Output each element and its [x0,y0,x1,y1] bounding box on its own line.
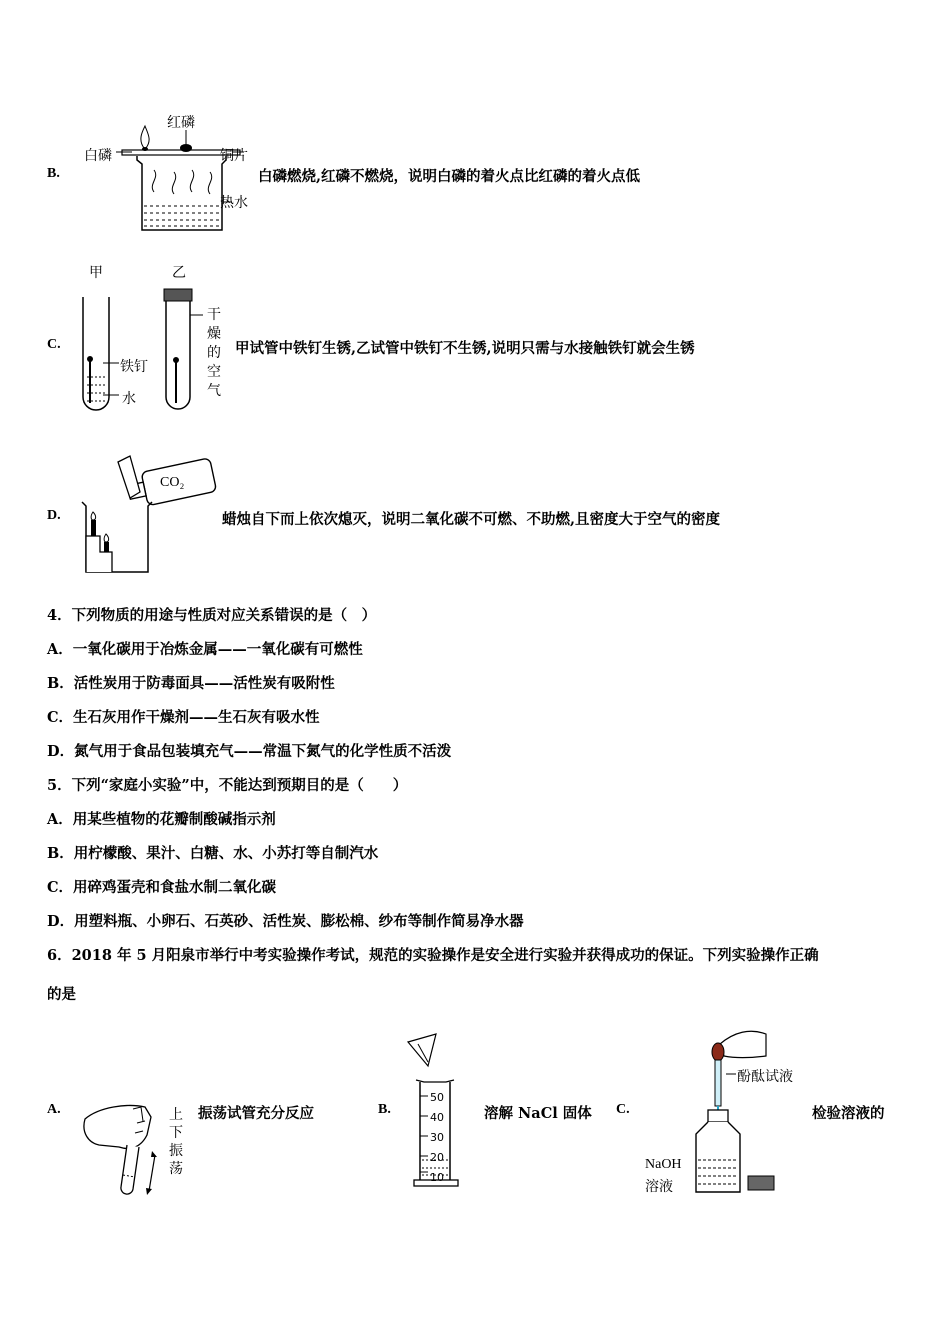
cylinder-tick: 30 [430,1131,444,1144]
white-phosphorus-label: 白磷 [84,148,112,164]
phenolphthalein-label: 酚酞试液 [737,1069,793,1085]
option-b-text: 白磷燃烧,红磷不燃烧，说明白磷的着火点比红磷的着火点低 [258,168,641,185]
co2-candle-diagram [78,448,223,580]
shake-up-down-label: 上下振荡 [169,1107,183,1177]
cylinder-tick: 40 [430,1111,444,1124]
copper-plate-label: 铜片 [220,148,248,164]
q5-option-d: D．用塑料瓶、小卵石、石英砂、活性炭、膨松棉、纱布等制作简易净水器 [47,913,524,930]
q6-option-a-letter: A. [47,1102,61,1117]
q6-stem-line2: 的是 [47,986,76,1003]
q5-stem: 5．下列“家庭小实验”中，不能达到预期目的是（ ） [47,777,408,794]
cylinder-tick: 50 [430,1091,444,1104]
cylinder-scale [430,1088,444,1188]
q5-option-a: A．用某些植物的花瓣制酸碱指示剂 [47,811,276,828]
q6-option-b-text: 溶解 NaCl 固体 [484,1105,592,1122]
q6-option-b-letter: B. [378,1102,391,1117]
option-c-letter: C. [47,337,61,352]
solution-label: 溶液 [645,1179,673,1195]
tube-yi-label: 乙 [172,265,186,281]
q4-option-b: B．活性炭用于防毒面具——活性炭有吸附性 [47,675,335,692]
q6-option-c-letter: C. [616,1102,630,1117]
q4-stem: 4．下列物质的用途与性质对应关系错误的是（ ） [47,607,377,624]
co2-label: CO₂ [160,475,185,490]
phenolphthalein-test-diagram [690,1022,810,1202]
red-phosphorus-label: 红磷 [167,115,195,131]
option-b-letter: B. [47,166,60,181]
option-d-letter: D. [47,508,61,523]
cylinder-tick: 20 [430,1151,444,1164]
water-label: 水 [122,391,136,407]
q6-option-a-text: 振荡试管充分反应 [198,1105,314,1122]
iron-nail-label: 铁钉 [120,359,148,375]
option-c-text: 甲试管中铁钉生锈,乙试管中铁钉不生锈,说明只需与水接触铁钉就会生锈 [235,340,695,357]
q6-stem-line1: 6．2018 年 5 月阳泉市举行中考实验操作考试，规范的实验操作是安全进行实验并获得成功的保证。下列实验操作正确 [47,947,819,964]
q4-option-c: C．生石灰用作干燥剂——生石灰有吸水性 [47,709,320,726]
dry-air-label: 干燥的空气 [207,307,221,399]
hot-water-label: 热水 [220,195,248,211]
option-d-text: 蜡烛自下而上依次熄灭，说明二氧化碳不可燃、不助燃,且密度大于空气的密度 [222,511,721,528]
q4-option-d: D．氮气用于食品包装填充气——常温下氮气的化学性质不活泼 [47,743,452,760]
cylinder-tick: 10 [430,1171,444,1184]
naoh-label: NaOH [645,1157,682,1172]
q4-option-a: A．一氧化碳用于冶炼金属——一氧化碳有可燃性 [47,641,363,658]
q5-option-b: B．用柠檬酸、果汁、白糖、水、小苏打等自制汽水 [47,845,379,862]
q5-option-c: C．用碎鸡蛋壳和食盐水制二氧化碳 [47,879,277,896]
tube-jia-label: 甲 [89,265,103,281]
q6-option-c-text: 检验溶液的 [812,1105,885,1122]
